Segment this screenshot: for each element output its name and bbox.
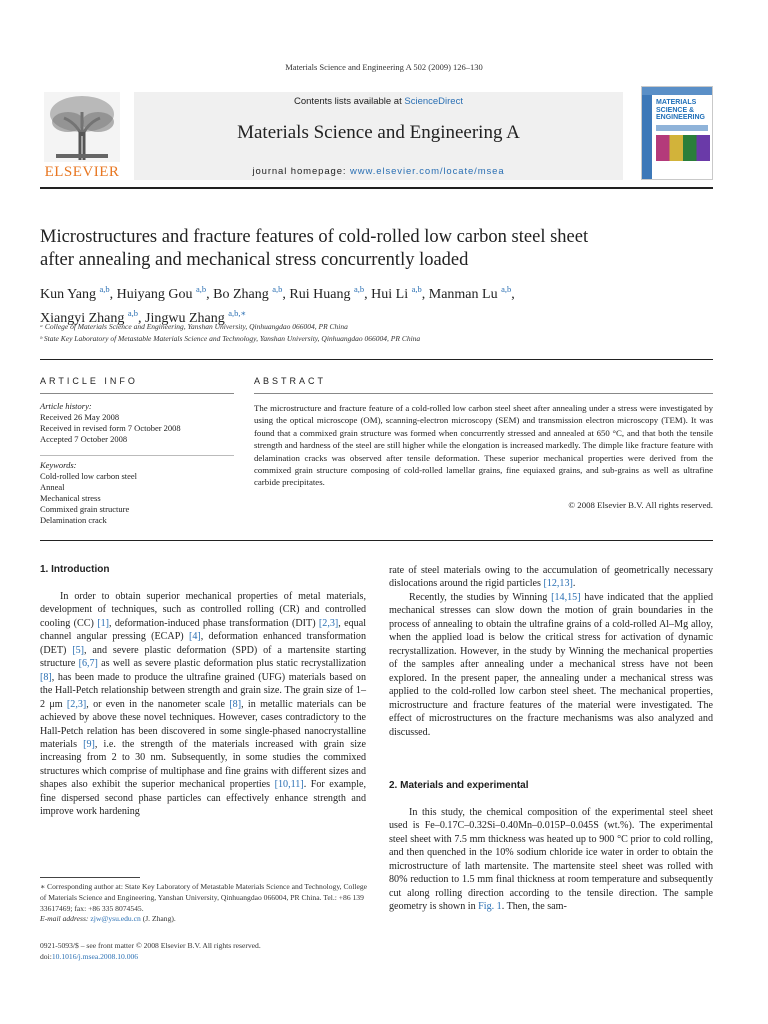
author-affiliation-marker[interactable]: a,b xyxy=(411,284,422,294)
journal-cover-thumbnail xyxy=(641,86,713,180)
author-line-1 xyxy=(40,280,713,304)
elsevier-tree-icon xyxy=(44,92,120,162)
sciencedirect-link[interactable]: ScienceDirect xyxy=(404,96,463,107)
affiliation-a: ᵃ College of Materials Science and Engineering, Yanshan University, Qinhuangdao 066004, PR China xyxy=(40,322,348,331)
corresponding-author-text: ∗ Corresponding author at: State Key Laboratory of Metastable Materials Science and Technology, College of Materials Science and Engineering, Yanshan University, Qinhuangdao 066004, PR China. Tel.: +86 139 33617469; fax: +86 335 8074545. xyxy=(40,882,368,913)
author-affiliation-marker[interactable]: a,b xyxy=(127,308,139,318)
received-date: Received 26 May 2008 xyxy=(40,412,120,422)
copyright-notice: © 2008 Elsevier B.V. All rights reserved. xyxy=(568,500,713,510)
cover-subtitle-bar xyxy=(656,125,708,131)
paragraph-text: Recently, the studies by Winning xyxy=(409,592,552,603)
reference-link[interactable]: [1] xyxy=(97,617,109,629)
header-rule xyxy=(40,187,713,189)
journal-homepage xyxy=(134,166,623,177)
paragraph-text: as well as severe plastic deformation plus static recrystallization xyxy=(97,658,366,670)
reference-link[interactable]: [8] xyxy=(229,698,242,710)
reference-link[interactable]: [2,3] xyxy=(318,617,339,629)
abstract-heading: ABSTRACT xyxy=(254,376,327,386)
author-name: Kun Yang xyxy=(40,287,100,302)
paragraph-text: , in metallic materials can be achieved by above these novel techniques. However, cases contradictory to the Hall-Petch relation has been discovered in some single-phased nanocrystalline materials xyxy=(40,698,367,750)
keyword-item: Anneal xyxy=(40,482,65,492)
paragraph-text: , i.e. the strength of the materials increased with grain size increasing from 2 to 30 nm. Subsequently, in some studies the commixed structures which comprise of multiphase and fine grains with different sizes and shapes also exhibit the superior mechanical properties xyxy=(40,738,366,791)
footnote-rule xyxy=(40,877,140,878)
paragraph-text: In order to obtain superior mechanical properties of metal materials, development of techniques, such as controlled rolling (CR) and controlled cooling (CC) xyxy=(40,591,366,629)
reference-link[interactable]: [10,11] xyxy=(274,779,304,791)
introduction-heading: 1. Introduction xyxy=(40,564,110,575)
info-separator xyxy=(40,455,234,456)
introduction-paragraph-1 xyxy=(40,590,366,819)
keywords-list xyxy=(40,471,234,526)
reference-link[interactable]: [9] xyxy=(83,738,95,750)
email-label: E-mail address: xyxy=(40,914,89,924)
author-affiliation-marker[interactable]: a,b xyxy=(272,284,283,294)
author-affiliation-marker[interactable]: a,b xyxy=(353,284,365,294)
author-separator: , xyxy=(109,287,117,302)
reference-link[interactable]: [5] xyxy=(72,644,85,656)
paragraph-text: . xyxy=(572,578,576,590)
author-name: Hui Li xyxy=(371,287,412,302)
reference-link[interactable]: [6,7] xyxy=(78,658,98,670)
author-separator: , xyxy=(282,287,290,302)
history-label: Article history: xyxy=(40,401,92,411)
publisher-logo-text: ELSEVIER xyxy=(44,164,120,180)
homepage-link[interactable]: www.elsevier.com/locate/msea xyxy=(349,166,505,177)
author-separator: , xyxy=(364,287,372,302)
email-suffix: (J. Zhang). xyxy=(140,914,176,924)
abstract-text: The microstructure and fracture feature of a cold-rolled low carbon steel sheet after annealing under a stress were investigated by using the optical microscope (OM), scanning-electron microscopy (SEM) and transmission electron microscopy (TEM). It was found that a commixed grain structure was formed when concurrently stressed and annealed at 650 °C, and that both the tensile strength and hardness of the steel are still higher while the elongation is increased markedly. The dimple like fracture feature with delamination cracks was observed after tensile deformation. These superior mechanical properties were derived from the commixed grain structure composing of cold-rolled lamellar grains, fine equiaxed grains, and sub-grains as well as ultrafine carbide precipitates. xyxy=(254,403,713,488)
author-name: Jingwu Zhang xyxy=(145,311,229,326)
reference-link[interactable]: [4] xyxy=(188,631,201,643)
contents-line xyxy=(134,96,623,107)
paragraph-text: , and severe plastic deformation (SPD) of a martensite starting structure xyxy=(40,644,366,670)
reference-link[interactable]: [12,13] xyxy=(543,578,573,590)
doi-prefix: doi: xyxy=(40,952,52,961)
paragraph-text: , or even in the nanometer scale xyxy=(86,698,230,710)
author-separator: , xyxy=(511,287,515,302)
author-affiliation-marker[interactable]: a,b xyxy=(196,284,207,294)
revised-date: Received in revised form 7 October 2008 xyxy=(40,423,181,433)
paragraph-text: have indicated that the applied mechanical stresses can slow down the motion of grain boundaries in the process of annealing to obtain the ultrafine grains of a cold-rolled Al–Mg alloy, when the applied load is below the critical stress for activation of dynamic recrystallization. However, in the study by Winning the mechanical properties of the samples after annealing under a mechanical stress have not been explored. In the present paper, the annealing under a mechanical stress was applied to the cold-rolled low carbon steel sheet. The mechanical properties, microstructure and fracture features of the material were investigated. The effect of microstructures on the fracture mechanisms was also analyzed and discussed. xyxy=(389,592,713,738)
article-identifiers xyxy=(40,940,370,962)
paragraph-text: . For example, fine dispersed second phase particles can effectively enhance strength and improve work hardening xyxy=(40,779,366,818)
contents-prefix: Contents lists available at xyxy=(294,96,402,107)
journal-reference: Materials Science and Engineering A 502 (2009) 126–130 xyxy=(285,62,483,72)
accepted-date: Accepted 7 October 2008 xyxy=(40,434,128,444)
reference-link[interactable]: [14,15] xyxy=(551,592,581,603)
keyword-item: Delamination crack xyxy=(40,515,107,525)
email-line xyxy=(40,914,370,925)
paragraph-text: . Then, the sam- xyxy=(501,901,567,913)
issn-line: 0921-5093/$ – see front matter © 2008 Elsevier B.V. All rights reserved. xyxy=(40,941,261,950)
doi-line xyxy=(40,951,370,962)
introduction-paragraph-continued xyxy=(389,564,713,591)
keyword-item: Mechanical stress xyxy=(40,493,101,503)
keyword-item: Commixed grain structure xyxy=(40,504,130,514)
article-info-rule xyxy=(40,359,713,360)
author-separator: , xyxy=(206,287,214,302)
journal-header-band xyxy=(134,92,623,180)
abstract-divider xyxy=(254,393,713,394)
keyword-item: Cold-rolled low carbon steel xyxy=(40,471,138,481)
author-name: Manman Lu xyxy=(428,287,502,302)
keywords-label: Keywords: xyxy=(40,460,77,470)
introduction-paragraph-2 xyxy=(389,591,713,739)
paragraph-text: , equal channel angular pressing (ECAP) xyxy=(40,617,367,643)
homepage-prefix: journal homepage: xyxy=(252,166,347,177)
affiliation-b: ᵇ State Key Laboratory of Metastable Materials Science and Technology, Yanshan University, Qinhuangdao 066004, PR China xyxy=(40,334,421,343)
paragraph-text: , deformation enhanced transformation (DET) xyxy=(40,631,366,656)
cover-top-bar xyxy=(642,87,712,95)
reference-link[interactable]: [8] xyxy=(40,671,52,683)
reference-link[interactable]: [2,3] xyxy=(66,698,87,710)
article-history xyxy=(40,401,234,445)
author-affiliation-marker[interactable]: a,b xyxy=(99,284,110,294)
author-name: Huiyang Gou xyxy=(116,287,196,302)
materials-paragraph-1 xyxy=(389,806,713,914)
cover-spine xyxy=(642,87,652,179)
author-name: Bo Zhang xyxy=(213,287,273,302)
paragraph-text: In this study, the chemical composition of the experimental steel sheet used is Fe–0.17C–0.32Si–0.40Mn–0.015P–0.045S (wt.%). The experimental steel sheet with 7.5 mm thickness was heated up to 900 °C prior to cold rolling, and then quenched in the 10% sodium chloride ice water in order to obtain the microstructure of lath martensite. The martensite steel sheet was rolled with 80% reduction to 1.5 mm final thickness at room temperature and subsequently cut along rolling direction according to the tensile direction. The sample geometry is shown in xyxy=(389,807,713,913)
paragraph-text: , deformation-induced phase transformation (DIT) xyxy=(108,617,319,629)
body-rule xyxy=(40,540,713,541)
reference-link[interactable]: Fig. 1 xyxy=(478,901,502,913)
author-affiliation-marker[interactable]: a,b,∗ xyxy=(228,308,247,318)
paragraph-text: , has been made to produce the ultrafine grained (UFG) materials based on the Hall-Petch relationship between strength and grain size. The grain size of 1–2 μm xyxy=(40,671,366,710)
author-separator: , xyxy=(138,311,146,326)
author-name: Rui Huang xyxy=(289,287,354,302)
doi-link[interactable]: 10.1016/j.msea.2008.10.006 xyxy=(51,952,139,961)
article-title: Microstructures and fracture features of cold-rolled low carbon steel sheet after annealing and mechanical stress concurrently loaded xyxy=(40,227,589,270)
materials-heading: 2. Materials and experimental xyxy=(389,780,529,791)
elsevier-logo xyxy=(40,92,124,184)
author-name: Xiangyi Zhang xyxy=(40,311,128,326)
cover-title: MATERIALS SCIENCE & ENGINEERING xyxy=(656,99,706,121)
article-info-divider xyxy=(40,393,234,394)
cover-image xyxy=(656,135,710,161)
article-info-heading: ARTICLE INFO xyxy=(40,376,138,386)
author-list xyxy=(40,280,713,328)
email-link[interactable]: zjw@ysu.edu.cn xyxy=(90,914,141,924)
paragraph-text: rate of steel materials owing to the accumulation of geometrically necessary dislocations around the rigid particles xyxy=(389,565,713,590)
journal-title: Materials Science and Engineering A xyxy=(237,122,520,143)
corresponding-author-footnote xyxy=(40,882,370,925)
author-separator: , xyxy=(421,287,429,302)
keywords-block xyxy=(40,460,234,526)
author-affiliation-marker[interactable]: a,b xyxy=(501,284,512,294)
